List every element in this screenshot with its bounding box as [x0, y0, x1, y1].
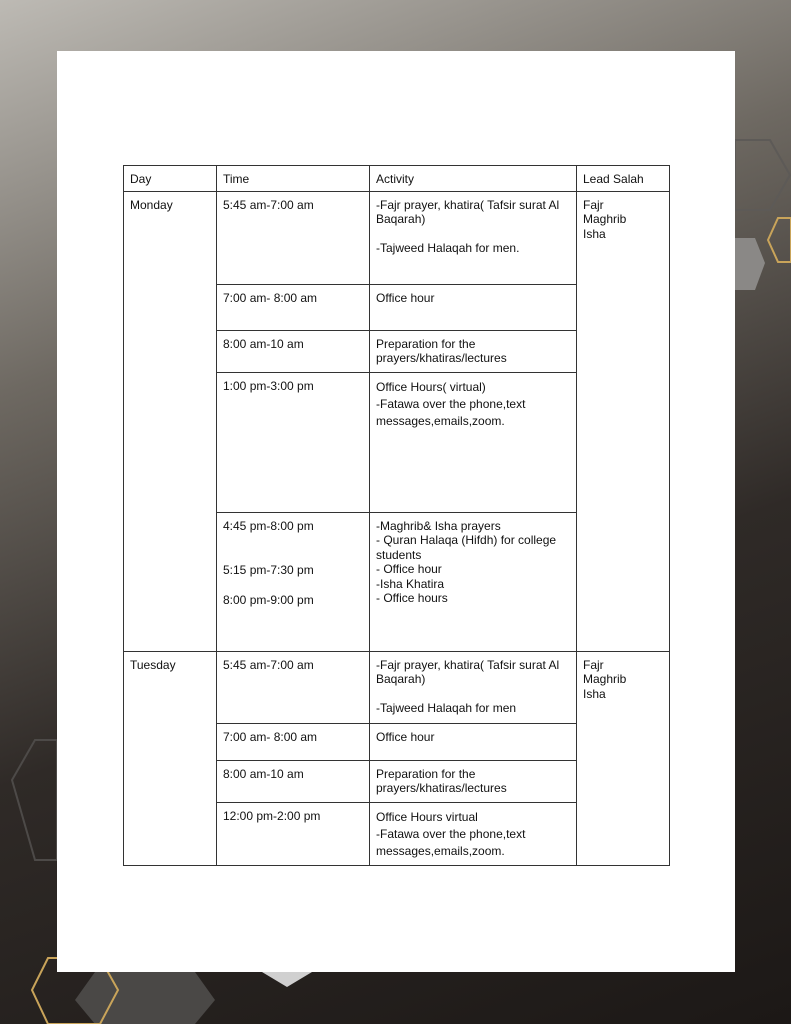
lead-salah-cell-tuesday: Fajr Maghrib Isha [577, 651, 670, 865]
activity-cell: Office hour [370, 723, 577, 760]
activity-cell: Office Hours virtual -Fatawa over the phone,text messages,emails,zoom. [370, 802, 577, 865]
time-cell: 1:00 pm-3:00 pm [217, 372, 370, 512]
activity-cell: Preparation for the prayers/khatiras/lectures [370, 760, 577, 802]
activity-cell: Office Hours( virtual) -Fatawa over the phone,text messages,emails,zoom. [370, 372, 577, 512]
document-page [57, 51, 735, 972]
day-cell-monday: Monday [124, 191, 217, 651]
day-cell-tuesday: Tuesday [124, 651, 217, 865]
time-cell: 7:00 am- 8:00 am [217, 723, 370, 760]
time-cell: 7:00 am- 8:00 am [217, 284, 370, 330]
header-lead-salah: Lead Salah [577, 166, 670, 192]
activity-cell: -Fajr prayer, khatira( Tafsir surat Al Baqarah) -Tajweed Halaqah for men. [370, 191, 577, 284]
schedule-table [123, 165, 670, 866]
activity-cell: Office hour [370, 284, 577, 330]
time-cell: 8:00 am-10 am [217, 330, 370, 372]
time-cell: 8:00 am-10 am [217, 760, 370, 802]
time-cell: 12:00 pm-2:00 pm [217, 802, 370, 865]
header-time: Time [217, 166, 370, 192]
time-cell: 5:45 am-7:00 am [217, 191, 370, 284]
time-cell: 5:45 am-7:00 am [217, 651, 370, 723]
activity-cell: Preparation for the prayers/khatiras/lectures [370, 330, 577, 372]
header-day: Day [124, 166, 217, 192]
header-activity: Activity [370, 166, 577, 192]
time-cell: 4:45 pm-8:00 pm 5:15 pm-7:30 pm 8:00 pm-9:00 pm [217, 512, 370, 651]
table-row [124, 191, 670, 284]
lead-salah-cell-monday: Fajr Maghrib Isha [577, 191, 670, 651]
table-header-row [124, 166, 670, 192]
activity-cell: -Fajr prayer, khatira( Tafsir surat Al Baqarah) -Tajweed Halaqah for men [370, 651, 577, 723]
table-row [124, 651, 670, 723]
activity-cell: -Maghrib& Isha prayers - Quran Halaqa (Hifdh) for college students - Office hour -Isha Khatira - Office hours [370, 512, 577, 651]
